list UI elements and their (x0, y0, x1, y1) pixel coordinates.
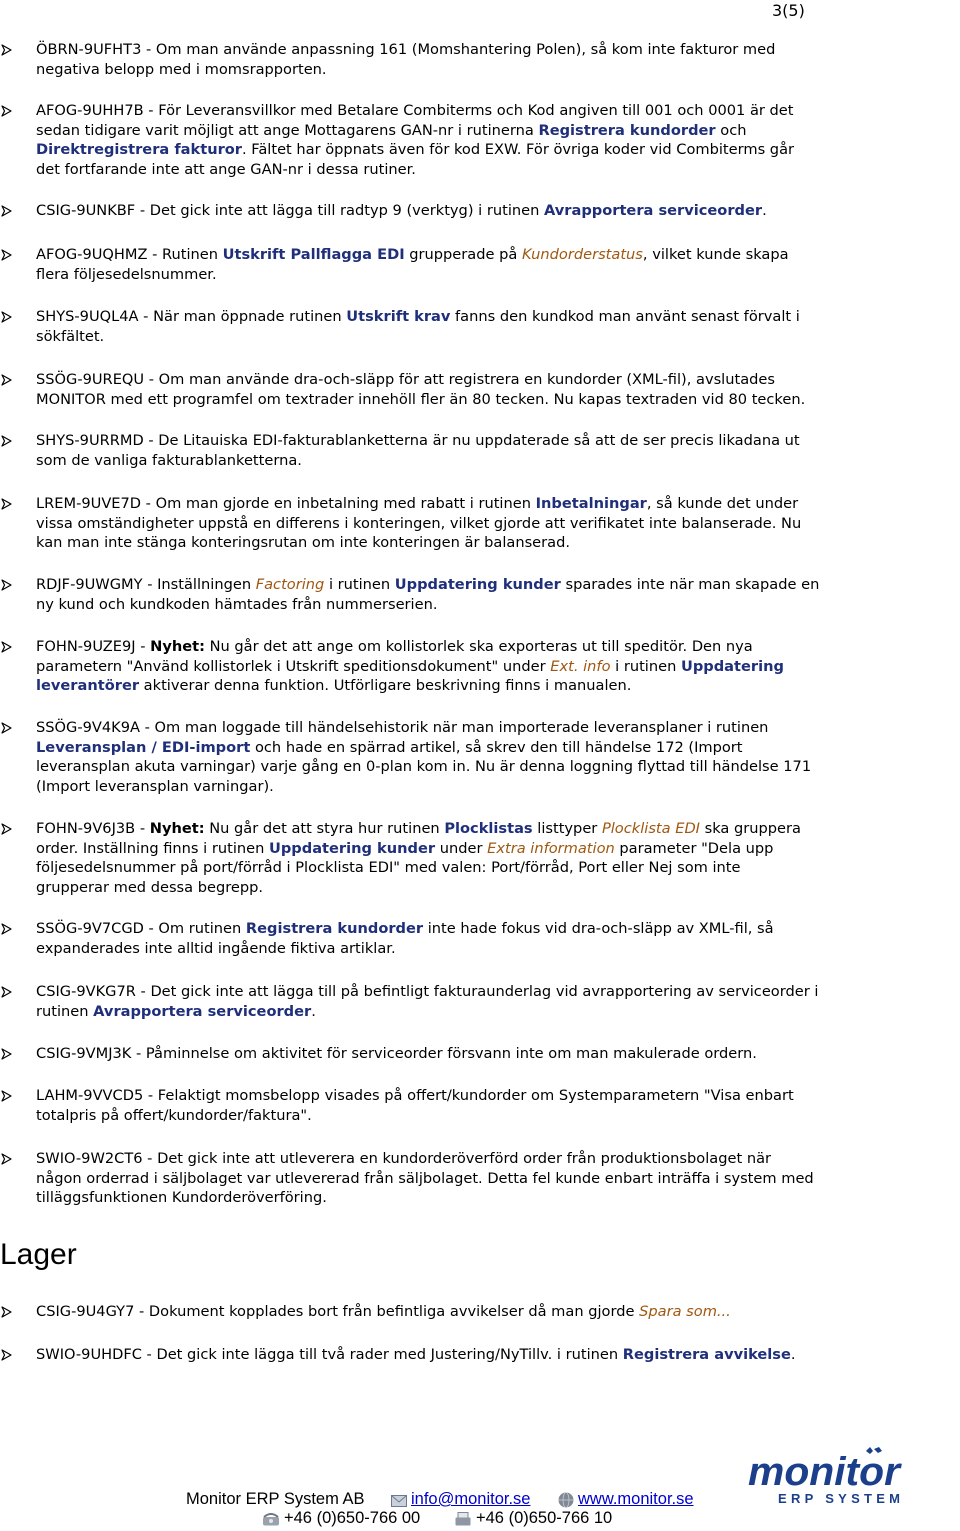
arrow-bullet-icon (1, 718, 21, 734)
text-segment: rutinen (36, 1002, 94, 1020)
text-segment: AFOG-9UQHMZ - Rutinen (36, 246, 223, 263)
text-line (36, 1149, 892, 1169)
text-line (36, 595, 892, 615)
arrow-bullet-icon (1, 1044, 21, 1060)
text-line (36, 60, 892, 80)
text-line (36, 514, 892, 534)
text-segment: sökfältet. (36, 327, 105, 345)
text-line (36, 939, 892, 959)
text-segment: Nu går det att ange om kollistorlek ska exporteras ut till speditör. Den nya (204, 638, 753, 655)
monitor-logo (748, 1447, 903, 1507)
logo-tagline: ERP SYSTEM (778, 1491, 900, 1506)
routine-name: Avrapportera serviceorder (544, 202, 763, 219)
text-line (36, 494, 892, 514)
text-line (36, 201, 892, 221)
text-segment: MONITOR med ett programfel om textrader innehöll fler än 80 tecken. Nu kapas textraden vid 80 tecken. (36, 390, 806, 408)
routine-name: leverantörer (36, 677, 140, 694)
field-name: Ext. info (550, 657, 611, 675)
text-segment: aktiverar denna funktion. Utförligare beskrivning finns i manualen. (139, 677, 632, 694)
text-line (36, 1169, 892, 1189)
text-segment: följesedelsnummer på port/förråd i Plocklista EDI" med valen: Port/förråd, Port eller Nej som inte (36, 859, 741, 876)
list-item-text (36, 819, 892, 897)
text-segment: Nyhet: (150, 638, 205, 655)
text-segment: FOHN-9V6J3B - (36, 820, 150, 837)
text-segment: FOHN-9UZE9J - (36, 638, 151, 655)
text-segment: det fortfarande inte att ange GAN-nr i dessa rutiner. (36, 160, 416, 178)
text-line (36, 1106, 892, 1126)
arrow-bullet-icon (1, 201, 21, 217)
text-segment: ny kund och kundkoden hämtades från nummerserien. (36, 595, 438, 613)
arrow-bullet-icon (1, 370, 21, 386)
text-segment: inte hade fokus vid dra-och-släpp av XML-fil, så (423, 920, 774, 937)
routine-name: Registrera avvikelse (622, 1346, 791, 1363)
text-line (36, 1188, 892, 1208)
text-line (36, 738, 892, 758)
list-item-text (36, 40, 892, 79)
text-segment: grupperade på (404, 246, 522, 263)
text-line (36, 676, 892, 696)
arrow-bullet-icon (1, 982, 21, 998)
arrow-bullet-icon (1, 431, 21, 447)
list-item-text (36, 494, 892, 553)
text-segment: CSIG-9VMJ3K - Påminnelse om aktivitet för serviceorder försvann inte om man makulerade ordern. (36, 1045, 757, 1062)
routine-name: Uppdatering (680, 657, 784, 675)
text-segment: sparades inte när man skapade en (560, 576, 820, 593)
field-name: Factoring (255, 576, 325, 593)
text-segment: . (790, 1346, 796, 1363)
list-item-text (36, 101, 892, 179)
routine-name: Utskrift krav (346, 308, 451, 325)
list-item-text (36, 1345, 892, 1365)
text-segment: SWIO-9UHDFC - Det gick inte lägga till två rader med Justering/NyTillv. i rutinen (36, 1346, 623, 1363)
text-line (36, 451, 892, 471)
text-segment: SHYS-9UQL4A - När man öppnade rutinen (36, 308, 347, 325)
list-item-text (36, 718, 892, 796)
text-segment: ÖBRN-9UFHT3 - Om man använde anpassning 161 (Momshantering Polen), så kom inte fakturor med (36, 41, 776, 58)
text-line (36, 878, 892, 898)
text-line (36, 431, 892, 451)
text-segment: SSÖG-9UREQU - Om man använde dra-och-släpp för att registrera en kundorder (XML-fil), avslutades (36, 371, 775, 388)
routine-name: Direktregistrera fakturor (36, 141, 243, 158)
list-item-text (36, 1086, 892, 1125)
routine-name: Uppdatering kunder (394, 576, 561, 593)
text-segment: . (311, 1002, 316, 1020)
text-line (36, 121, 892, 141)
phone-icon (262, 1512, 280, 1531)
text-line (36, 575, 892, 595)
routine-name: Leveransplan / EDI-import (36, 738, 251, 756)
list-item-text (36, 575, 892, 614)
text-segment: Nyhet: (149, 820, 205, 837)
text-segment: CSIG-9U4GY7 - Dokument kopplades bort från befintliga avvikelser då man gjorde (36, 1303, 640, 1320)
arrow-bullet-icon (1, 637, 21, 653)
routine-name: Inbetalningar (535, 495, 647, 512)
arrow-bullet-icon (1, 40, 21, 56)
text-segment: , så kunde det under (646, 495, 799, 512)
text-segment: AFOG-9UHH7B - För Leveransvillkor med Betalare Combiterms och Kod angiven till 001 och 0001 är det (36, 102, 794, 119)
routine-name: Plocklistas (444, 820, 533, 837)
text-segment: i rutinen (324, 576, 395, 593)
text-line (36, 327, 892, 347)
text-segment: tilläggsfunktionen Kundorderöverföring. (36, 1189, 327, 1206)
text-line (36, 390, 892, 410)
text-segment: listtyper (532, 820, 602, 837)
text-line (36, 265, 892, 285)
text-segment: order. Inställning finns i rutinen (36, 839, 270, 857)
field-name: Plocklista EDI (601, 820, 700, 837)
text-line (36, 160, 892, 180)
field-name: Spara som... (639, 1303, 731, 1320)
text-line (36, 1044, 892, 1064)
text-line (36, 40, 892, 60)
text-line (36, 839, 892, 859)
text-line (36, 718, 892, 738)
list-item-text (36, 307, 892, 346)
text-line (36, 307, 892, 327)
list-item-text (36, 1149, 892, 1208)
text-line (36, 245, 892, 265)
text-line (36, 1086, 892, 1106)
list-item-text (36, 637, 892, 696)
text-segment: i rutinen (610, 657, 681, 675)
text-segment: , vilket kunde skapa (642, 246, 789, 263)
text-line (36, 370, 892, 390)
text-line (36, 858, 892, 878)
arrow-bullet-icon (1, 1302, 21, 1318)
routine-name: Avrapportera serviceorder (93, 1002, 312, 1020)
text-line (36, 101, 892, 121)
text-segment: (Import leveransplan varningar). (36, 777, 274, 795)
list-item-text (36, 1044, 892, 1064)
list-item-text (36, 982, 892, 1021)
text-segment: SSÖG-9V4K9A - Om man loggade till händelsehistorik när man importerade leveransplaner i rutinen (36, 719, 769, 736)
text-segment: sedan tidigare varit möjligt att ange Mottagarens GAN-nr i rutinerna (36, 121, 539, 139)
text-segment: som de vanliga fakturablanketterna. (36, 451, 302, 469)
text-line (36, 533, 892, 553)
routine-name: Registrera kundorder (245, 920, 424, 937)
text-segment: totalpris på offert/kundorder/faktura". (36, 1106, 312, 1124)
list-item-text (36, 431, 892, 470)
arrow-bullet-icon (1, 1086, 21, 1102)
text-segment: leveransplan akuta varningar) varje gång en 0-plan kom in. Nu är denna loggning flyttad till händelse 171 (36, 758, 812, 775)
text-segment: parameter "Dela upp (614, 839, 774, 857)
text-segment: SSÖG-9V7CGD - Om rutinen (36, 920, 246, 937)
text-line (36, 919, 892, 939)
arrow-bullet-icon (1, 245, 21, 261)
text-segment: och (715, 121, 747, 139)
text-segment: CSIG-9VKG7R - Det gick inte att lägga till på befintligt fakturaunderlag vid avrapportering av serviceorder i (36, 983, 819, 1000)
field-name: Kundorderstatus (521, 246, 643, 263)
text-line (36, 140, 892, 160)
text-segment: SWIO-9W2CT6 - Det gick inte att utleverera en kundorderöverförd order från produktionsbolaget när (36, 1150, 772, 1167)
text-segment: grupperar med dessa begrepp. (36, 878, 264, 896)
text-segment: Nu går det att styra hur rutinen (204, 820, 445, 837)
text-line (36, 1345, 892, 1365)
text-segment: LREM-9UVE7D - Om man gjorde en inbetalning med rabatt i rutinen (36, 495, 536, 512)
text-line (36, 757, 892, 777)
text-segment: CSIG-9UNKBF - Det gick inte att lägga till radtyp 9 (verktyg) i rutinen (36, 202, 544, 219)
text-line (36, 1002, 892, 1022)
text-segment: SHYS-9URRMD - De Litauiska EDI-fakturablanketterna är nu uppdaterade så att de ser precis likadana ut (36, 432, 800, 449)
text-segment: någon orderrad i säljbolaget var utlevererad från säljbolaget. Detta fel kunde enbart inträffa i system med (36, 1169, 814, 1187)
arrow-bullet-icon (1, 919, 21, 935)
field-name: Extra information (487, 839, 615, 857)
footer-web-link[interactable]: www.monitor.se (578, 1490, 694, 1508)
text-segment: kan man inte stänga konteringsrutan om inte konteringen är balanserad. (36, 534, 570, 551)
text-segment: . Fältet har öppnats även för kod EXW. För övriga koder vid Combiterms går (242, 141, 795, 158)
text-segment: ska gruppera (700, 820, 801, 837)
text-segment: LAHM-9VVCD5 - Felaktigt momsbelopp visades på offert/kundorder om Systemparametern "Visa enbart (36, 1087, 794, 1104)
arrow-bullet-icon (1, 1149, 21, 1165)
arrow-bullet-icon (1, 307, 21, 323)
text-segment: fanns den kundkod man använt senast förvalt i (450, 308, 800, 325)
footer-phone: +46 (0)650-766 00 (284, 1509, 421, 1527)
arrow-bullet-icon (1, 575, 21, 591)
section-heading-lager: Lager (0, 1238, 77, 1271)
list-item-text (36, 201, 892, 221)
text-segment: expanderades inte alltid ingående fiktiva artiklar. (36, 939, 396, 957)
logo-word: monitor (748, 1450, 903, 1494)
text-segment: negativa belopp med i momsrapporten. (36, 60, 327, 78)
routine-name: Registrera kundorder (538, 121, 716, 139)
text-line (36, 1302, 892, 1322)
footer-email-link[interactable]: info@monitor.se (411, 1490, 531, 1508)
text-line (36, 637, 892, 657)
list-item-text (36, 1302, 892, 1322)
footer-fax: +46 (0)650-766 10 (476, 1509, 613, 1527)
text-line (36, 819, 892, 839)
arrow-bullet-icon (1, 101, 21, 117)
routine-name: Utskrift Pallflagga EDI (222, 246, 405, 263)
arrow-bullet-icon (1, 1345, 21, 1361)
list-item-text (36, 370, 892, 409)
arrow-bullet-icon (1, 494, 21, 510)
footer-company: Monitor ERP System AB (186, 1490, 365, 1508)
text-line (36, 657, 892, 677)
text-segment: . (762, 202, 767, 219)
arrow-bullet-icon (1, 819, 21, 835)
text-segment: under (435, 839, 488, 857)
list-item-text (36, 919, 892, 958)
text-segment: parametern "Använd kollistorlek i Utskrift speditionsdokument" under (36, 657, 551, 675)
page-number: 3(5) (772, 1, 805, 20)
list-item-text (36, 245, 892, 284)
fax-icon (455, 1512, 471, 1531)
routine-name: Uppdatering kunder (269, 839, 436, 857)
text-segment: och hade en spärrad artikel, så skrev den till händelse 172 (Import (250, 738, 743, 756)
text-segment: vissa omständigheter uppstå en differens i konteringen, vilket gjorde att verifikatet inte balanserade. Nu (36, 514, 802, 532)
text-line (36, 777, 892, 797)
text-segment: flera följesedelsnummer. (36, 265, 217, 283)
text-line (36, 982, 892, 1002)
text-segment: RDJF-9UWGMY - Inställningen (36, 576, 256, 593)
